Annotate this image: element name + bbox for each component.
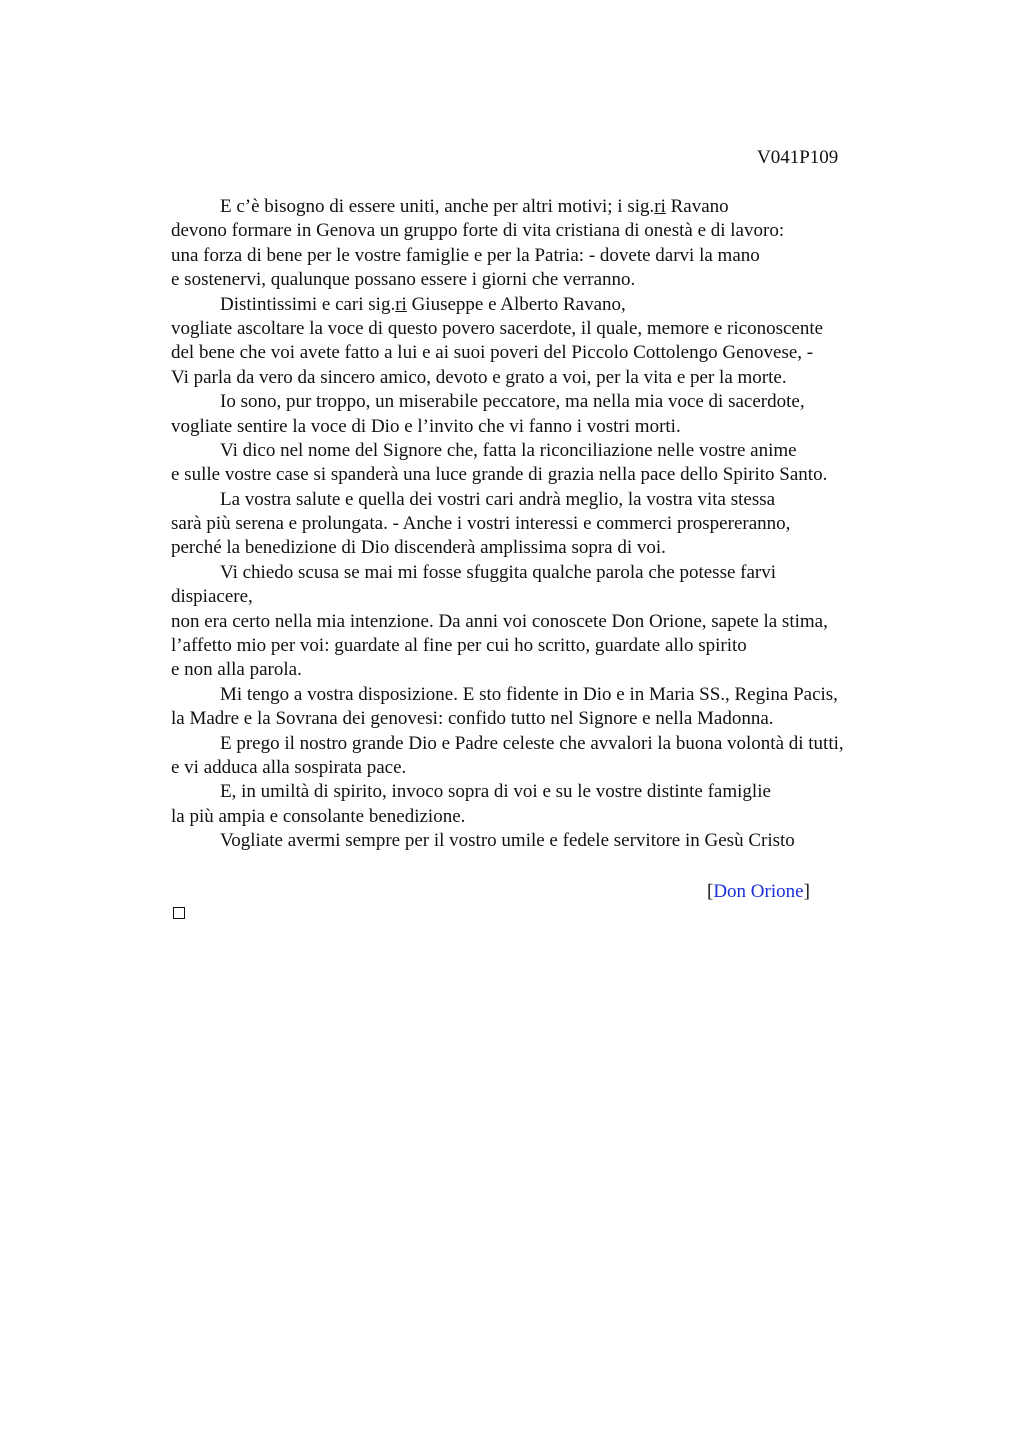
text-line: vogliate ascoltare la voce di questo povero sacerdote, il quale, memore e riconoscente — [171, 317, 824, 339]
text-line: e vi adduca alla sospirata pace. — [171, 756, 407, 778]
text-line: Vi chiedo scusa se mai mi fosse sfuggita qualche parola che potesse farvi — [220, 561, 777, 583]
signature-name: Don Orione — [713, 881, 804, 902]
text-line: la più ampia e consolante benedizione. — [171, 805, 466, 827]
text-line: devono formare in Genova un gruppo forte di vita cristiana di onestà e di lavoro: — [171, 220, 785, 242]
text-line: Vi parla da vero da sincero amico, devoto e grato a voi, per la vita e per la morte. — [171, 366, 787, 388]
page-code: V041P109 — [757, 147, 839, 168]
text-line: e non alla parola. — [171, 659, 302, 681]
text-line: sarà più serena e prolungata. - Anche i vostri interessi e commerci prospereranno, — [171, 513, 791, 535]
signature: [Don Orione] — [707, 881, 810, 902]
text-line: E, in umiltà di spirito, invoco sopra di voi e su le vostre distinte famiglie — [220, 781, 771, 803]
text-line: e sulle vostre case si spanderà una luce grande di grazia nella pace dello Spirito Santo. — [171, 464, 828, 486]
text-line: Mi tengo a vostra disposizione. E sto fidente in Dio e in Maria SS., Regina Pacis, — [220, 683, 838, 705]
text-line: dispiacere, — [171, 586, 253, 608]
text-line: E c’è bisogno di essere uniti, anche per altri motivi; i sig.ri Ravano — [220, 196, 729, 217]
text-line: del bene che voi avete fatto a lui e ai suoi poveri del Piccolo Cottolengo Genovese, - — [171, 342, 814, 364]
text-line: vogliate sentire la voce di Dio e l’invito che vi fanno i vostri morti. — [171, 415, 681, 437]
text-line: Io sono, pur troppo, un miserabile peccatore, ma nella mia voce di sacerdote, — [220, 391, 805, 413]
text-line: la Madre e la Sovrana dei genovesi: confido tutto nel Signore e nella Madonna. — [171, 708, 774, 730]
text-line: Distintissimi e cari sig.ri Giuseppe e Alberto Ravano, — [220, 293, 626, 315]
text-line: E prego il nostro grande Dio e Padre celeste che avvalori la buona volontà di tutti, — [220, 732, 844, 754]
text-line: perché la benedizione di Dio discenderà amplissima sopra di voi. — [171, 537, 666, 559]
letter-body — [171, 195, 911, 854]
end-of-document-box-icon — [173, 907, 185, 919]
text-line: e sostenervi, qualunque possano essere i giorni che verranno. — [171, 269, 636, 291]
text-line: l’affetto mio per voi: guardate al fine per cui ho scritto, guardate allo spirito — [171, 635, 747, 657]
text-line: non era certo nella mia intenzione. Da anni voi conoscete Don Orione, sapete la stima, — [171, 610, 828, 632]
text-line: una forza di bene per le vostre famiglie e per la Patria: - dovete darvi la mano — [171, 244, 760, 266]
text-line: La vostra salute e quella dei vostri cari andrà meglio, la vostra vita stessa — [220, 488, 776, 510]
text-line: Vogliate avermi sempre per il vostro umile e fedele servitore in Gesù Cristo — [220, 830, 795, 852]
text-line: Vi dico nel nome del Signore che, fatta la riconciliazione nelle vostre anime — [220, 439, 797, 461]
